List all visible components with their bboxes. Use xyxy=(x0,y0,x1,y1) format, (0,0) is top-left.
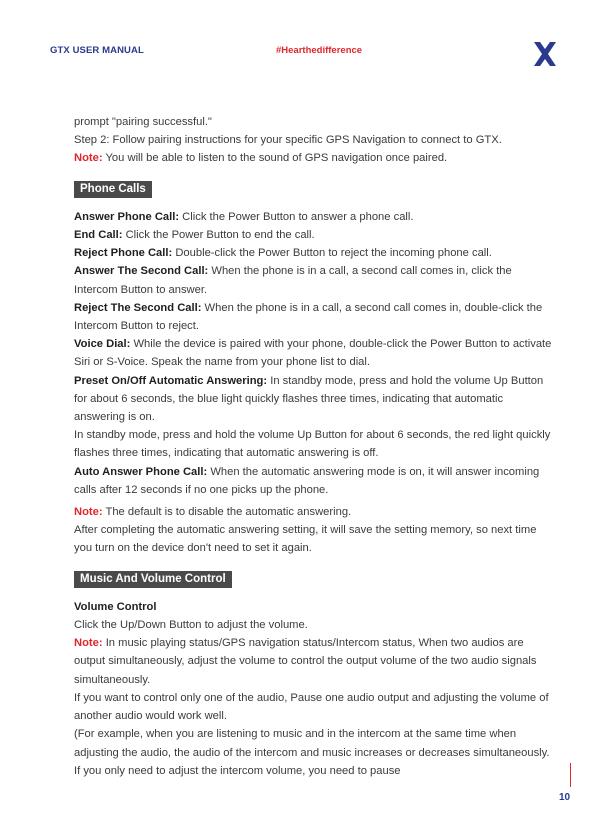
item-text: Double-click the Power Button to reject the incoming phone call. xyxy=(172,247,492,260)
intro-line-2: Step 2: Follow pairing instructions for your specific GPS Navigation to connect to GTX. xyxy=(74,134,502,147)
list-item xyxy=(74,262,552,298)
volume-paragraph-2: If you want to control only one of the audio, Pause one audio output and adjusting the volume of another audio would work well. xyxy=(74,691,549,723)
item-text: When the phone is in a call, a second call comes in, double-click the Intercom Button to reject. xyxy=(74,301,543,333)
item-text: Click the Power Button to answer a phone call. xyxy=(179,210,414,223)
phone-calls-after-text: After completing the automatic answering setting, it will save the setting memory, so next time you turn on the device don't need to set it again. xyxy=(74,524,537,555)
list-item xyxy=(74,335,552,371)
list-item xyxy=(74,463,552,499)
intro-line-1: prompt "pairing successful." xyxy=(74,116,212,128)
note-text: In music playing status/GPS navigation status/Intercom status, When two audios are output simultaneously, adjust the volume to control the output volume of the two audio signals simultaneously. xyxy=(74,637,537,686)
hashtag-slogan: #Hearthedifference xyxy=(276,45,363,56)
item-text: In standby mode, press and hold the volume Up Button for about 6 seconds, the blue light quickly flashes three times, indicating that automatic answering is on. xyxy=(74,374,544,424)
list-item xyxy=(74,244,552,262)
item-label: Answer Phone Call: xyxy=(74,210,180,223)
item-label: Preset On/Off Automatic Answering: xyxy=(74,374,268,387)
item-text: While the device is paired with your phone, double-click the Power Button to activate Siri or S-Voice. Speak the name from your phone list to dial. xyxy=(74,338,552,369)
phone-calls-note xyxy=(74,503,552,521)
item-label: Voice Dial: xyxy=(74,338,131,351)
item-label: Reject Phone Call: xyxy=(74,247,173,260)
item-label: End Call: xyxy=(74,229,123,242)
note-text: The default is to disable the automatic answering. xyxy=(102,506,352,519)
volume-line-1: Click the Up/Down Button to adjust the volume. xyxy=(74,619,308,632)
volume-paragraph-3: (For example, when you are listening to music and in the intercom at the same time when adjusting the audio, the audio of the intercom and music increases or decreases simultaneously. If you only need to adjust the intercom volume, you need to pause xyxy=(74,728,550,777)
item-text: When the automatic answering mode is on, it will answer incoming calls after 12 seconds if no one picks up the phone. xyxy=(74,465,540,496)
item-text: When the phone is in a call, a second call comes in, click the Intercom Button to answer. xyxy=(74,265,512,296)
subheading-volume-control: Volume Control xyxy=(74,600,157,613)
list-item xyxy=(74,208,552,226)
auto-answer-off-text: In standby mode, press and hold the volume Up Button for about 6 seconds, the red light quickly flashes three times, indicating that automatic answering is off. xyxy=(74,429,551,460)
note-label: Note: xyxy=(74,506,103,519)
page-number-bar xyxy=(570,763,571,787)
section-heading-music-volume: Music And Volume Control xyxy=(74,571,232,588)
page-content xyxy=(74,113,552,780)
x-logo-icon xyxy=(531,40,559,68)
volume-note xyxy=(74,634,552,689)
section-heading-phone-calls: Phone Calls xyxy=(74,181,152,198)
note-label: Note: xyxy=(74,637,103,650)
intro-note xyxy=(74,149,552,167)
list-item xyxy=(74,299,552,335)
item-label: Answer The Second Call: xyxy=(74,265,209,278)
item-text: Click the Power Button to end the call. xyxy=(122,229,315,242)
note-text: You will be able to listen to the sound of GPS navigation once paired. xyxy=(102,152,448,165)
item-label: Auto Answer Phone Call: xyxy=(74,465,208,478)
manual-title: GTX USER MANUAL xyxy=(50,45,144,56)
list-item xyxy=(74,226,552,244)
note-label: Note: xyxy=(74,152,103,165)
list-item xyxy=(74,372,552,427)
item-label: Reject The Second Call: xyxy=(74,301,202,314)
page-number: 10 xyxy=(559,792,571,803)
